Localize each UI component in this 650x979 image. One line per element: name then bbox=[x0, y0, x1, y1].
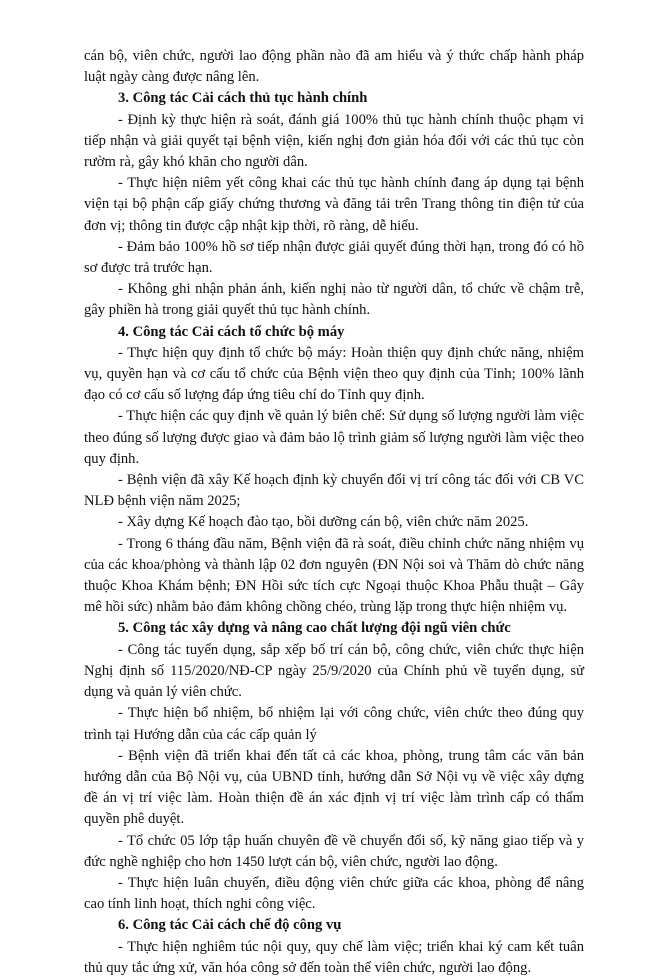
heading-section-4: 4. Công tác Cải cách tổ chức bộ máy bbox=[118, 323, 345, 340]
heading-section-5: 5. Công tác xây dựng và nâng cao chất lượng đội ngũ viên chức bbox=[118, 620, 511, 637]
paragraph: - Định kỳ thực hiện rà soát, đánh giá 100% thủ tục hành chính thuộc phạm vi tiếp nhận và giải quyết tại bệnh viện, kiến nghị đơn giản hóa đối với các thủ tục còn rườm rà, gây khó khăn cho người dân. bbox=[84, 111, 584, 171]
paragraph: - Đảm bảo 100% hồ sơ tiếp nhận được giải quyết đúng thời hạn, trong đó có hồ sơ được trả trước hạn. bbox=[84, 238, 584, 277]
paragraph: - Công tác tuyển dụng, sắp xếp bố trí cán bộ, công chức, viên chức thực hiện Nghị định số 115/2020/NĐ-CP ngày 25/9/2020 của Chính phủ về tuyển dụng, sử dụng và quản lý viên chức. bbox=[84, 641, 584, 701]
paragraph: - Thực hiện niêm yết công khai các thủ tục hành chính đang áp dụng tại bệnh viện tại bộ phận cấp giấy chứng thương và đăng tải trên Trang thông tin điện tử của đơn vị; thông tin được cập nhật kịp thời, rõ ràng, dễ hiểu. bbox=[84, 175, 584, 234]
paragraph: - Bệnh viện đã triển khai đến tất cả các khoa, phòng, trung tâm các văn bản hướng dẫn của Bộ Nội vụ, của UBND tỉnh, hướng dẫn Sở Nội vụ về việc xây dựng đề án vị trí việc làm. Hoàn thiện đề án xác định vị trí việc làm trình cấp có thẩm quyền phê duyệt. bbox=[84, 747, 584, 828]
paragraph: - Thực hiện nghiêm túc nội quy, quy chế làm việc; triển khai ký cam kết tuân thủ quy tắc ứng xử, văn hóa công sở đến toàn thể viên chức, người lao động. bbox=[84, 938, 584, 976]
document-page bbox=[84, 46, 584, 979]
paragraph: - Bệnh viện đã xây Kế hoạch định kỳ chuyển đổi vị trí công tác đối với CB VC NLĐ bệnh viện năm 2025; bbox=[84, 472, 584, 510]
heading-section-6: 6. Công tác Cải cách chế độ công vụ bbox=[118, 917, 342, 934]
paragraph: - Thực hiện quy định tổ chức bộ máy: Hoàn thiện quy định chức năng, nhiệm vụ, quyền hạn và cơ cấu tổ chức của Bệnh viện theo quy định của Tỉnh; 100% lãnh đạo có cơ cấu số lượng đáp ứng tiêu chí do Tỉnh quy định. bbox=[84, 344, 584, 404]
paragraph: - Thực hiện luân chuyển, điều động viên chức giữa các khoa, phòng để nâng cao tính linh hoạt, thích nghi công việc. bbox=[84, 874, 584, 913]
paragraph: - Xây dựng Kế hoạch đào tạo, bồi dưỡng cán bộ, viên chức năm 2025. bbox=[118, 514, 529, 531]
paragraph: - Trong 6 tháng đầu năm, Bệnh viện đã rà soát, điều chỉnh chức năng nhiệm vụ của các khoa/phòng và thành lập 02 đơn nguyên (ĐN Nội soi và Thăm dò chức năng thuộc Khoa Khám bệnh; ĐN Hồi sức tích cực Ngoại thuộc Khoa Phẫu thuật – Gây mê hồi sức) nhằm bảo đảm không chồng chéo, trùng lặp trong thực hiện nhiệm vụ. bbox=[84, 535, 584, 616]
paragraph: - Tổ chức 05 lớp tập huấn chuyên đề về chuyển đổi số, kỹ năng giao tiếp và y đức nghề nghiệp cho hơn 1450 lượt cán bộ, viên chức, người lao động. bbox=[84, 832, 584, 870]
paragraph: - Không ghi nhận phản ánh, kiến nghị nào từ người dân, tổ chức về chậm trễ, gây phiền hà trong giải quyết thủ tục hành chính. bbox=[84, 281, 584, 319]
paragraph: - Thực hiện bổ nhiệm, bổ nhiệm lại với công chức, viên chức theo đúng quy trình tại Hướng dẫn của các cấp quản lý bbox=[84, 705, 584, 743]
paragraph-continued: cán bộ, viên chức, người lao động phần nào đã am hiểu và ý thức chấp hành pháp luật ngày càng được nâng lên. bbox=[84, 48, 584, 86]
paragraph: - Thực hiện các quy định về quản lý biên chế: Sử dụng số lượng người làm việc theo đúng số lượng được giao và đảm bảo lộ trình giảm số lượng người làm việc theo quy định. bbox=[84, 408, 584, 467]
heading-section-3: 3. Công tác Cải cách thủ tục hành chính bbox=[118, 90, 368, 107]
